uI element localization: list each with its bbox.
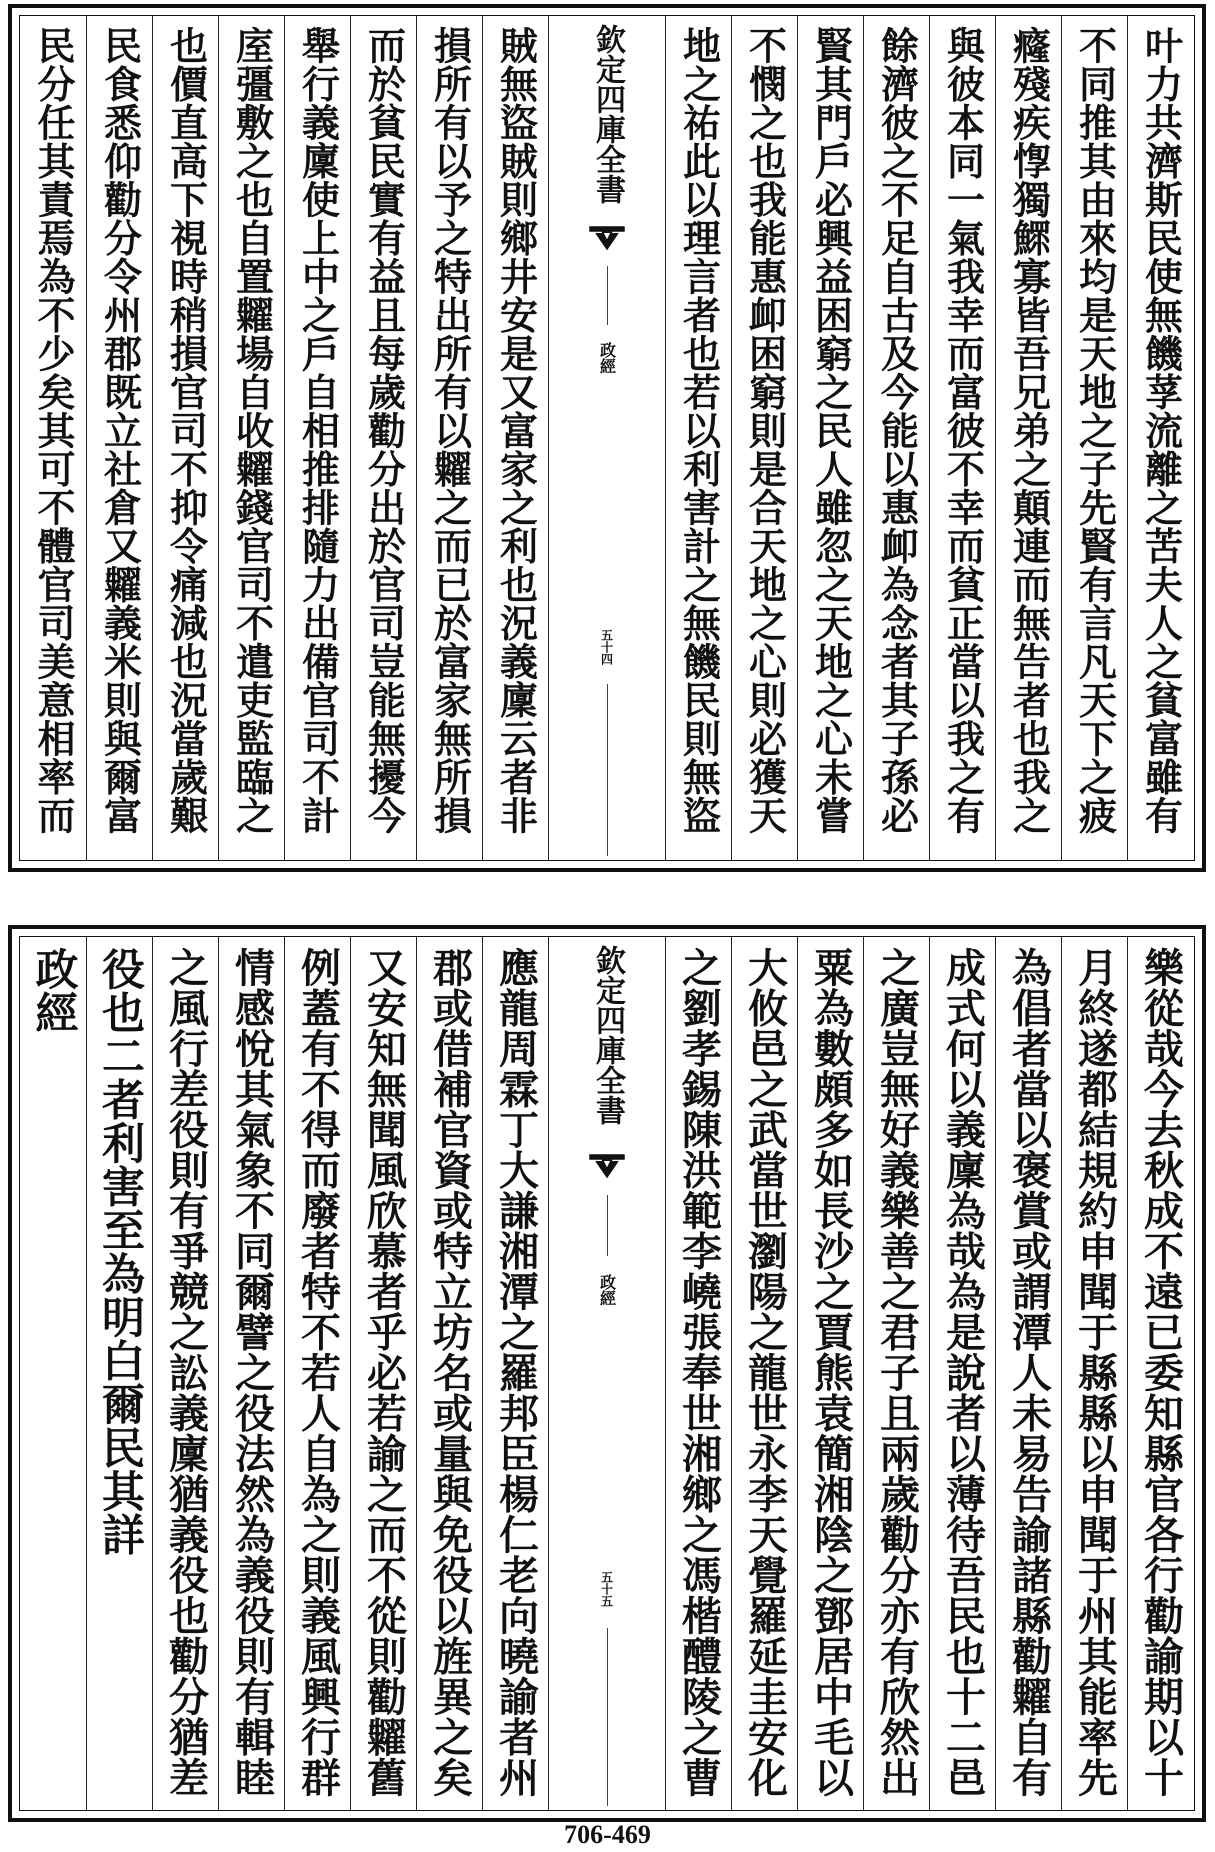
text-column-right-1	[1127, 937, 1193, 1810]
bottom-page-frame	[19, 936, 1195, 1811]
text-column-right-4	[929, 937, 995, 1810]
column-text: 民食悉仰勸分令州郡既立社倉又糶義米則與爾富	[97, 26, 143, 835]
column-text: 不憫之也我能惠卹困窮則是合天地之心則必獲天	[742, 26, 788, 835]
text-column-right-8	[665, 16, 731, 860]
column-text: 叶力共濟斯民使無饑莩流離之苦夫人之貧富雖有	[1138, 26, 1184, 835]
column-text: 為倡者當以褒賞或謂潭人未易告諭諸縣勸糶自有	[1005, 947, 1053, 1798]
text-column-right-8	[665, 937, 731, 1810]
column-text: 粟為數頗多如長沙之賈熊袁簡湘陰之鄧居中毛以	[807, 947, 855, 1798]
column-text: 政經	[28, 947, 79, 1034]
column-text: 賊無盜賊則鄉井安是又富家之利也況義廩云者非	[493, 26, 539, 835]
text-column-right-2	[1061, 16, 1127, 860]
book-title: 欽定四庫全書	[590, 24, 625, 204]
text-column-right-7	[731, 937, 797, 1810]
section-label: 政經	[597, 341, 617, 374]
column-text: 應龍周霖丁大謙湘潭之羅邦臣楊仁老向曉諭者州	[492, 947, 540, 1798]
column-text: 民分任其責焉為不少矣其可不體官司美意相率而	[31, 26, 76, 835]
center-fold-column	[548, 937, 665, 1810]
text-column-left-7	[86, 937, 152, 1810]
text-column-right-5	[863, 16, 929, 860]
text-column-left-8	[20, 937, 86, 1810]
text-column-left-2	[416, 937, 482, 1810]
column-text: 成式何以義廩為哉為是說者以薄待吾民也十二邑	[939, 947, 987, 1798]
column-text: 樂從哉今去秋成不遠已委知縣官各行勸諭期以十	[1137, 947, 1185, 1798]
column-text: 又安知無聞風欣慕者乎必若諭之而不從則勸糶舊	[360, 947, 408, 1798]
column-text: 役也二者利害至為明白爾民其詳	[95, 947, 145, 1556]
column-text: 大攸邑之武當世瀏陽之龍世永李天覺羅延圭安化	[741, 947, 789, 1798]
text-column-left-4	[284, 16, 350, 860]
column-text: 與彼本同一氣我幸而富彼不幸而貧正當以我之有	[940, 26, 986, 835]
column-text: 庢彊敷之也自置糶場自收糶錢官司不遣吏監臨之	[229, 26, 275, 835]
text-column-left-2	[416, 16, 482, 860]
text-column-left-1	[482, 937, 548, 1810]
column-text: 賢其門戶必興益困窮之民人雖忽之天地之心未嘗	[808, 26, 854, 835]
text-column-right-3	[995, 937, 1061, 1810]
center-fold-column	[548, 16, 665, 860]
column-text: 不同推其由來均是天地之子先賢有言凡天下之疲	[1072, 26, 1118, 835]
page-number: 五十四	[599, 629, 614, 666]
section-label: 政經	[597, 1273, 617, 1306]
text-column-left-6	[152, 937, 218, 1810]
book-title: 欽定四庫全書	[590, 945, 625, 1125]
text-column-right-6	[797, 937, 863, 1810]
text-column-left-3	[350, 937, 416, 1810]
fold-line	[607, 1195, 608, 1256]
column-text: 之風行差役則有爭競之訟義廩猶義役也勸分猶差	[162, 947, 210, 1798]
text-column-right-1	[1127, 16, 1193, 860]
fold-line	[607, 266, 608, 325]
column-text: 癃殘疾惸獨鰥寡皆吾兄弟之顛連而無告者也我之	[1006, 26, 1052, 835]
column-text: 舉行義廩使上中之戶自相推排隨力出備官司不計	[295, 26, 341, 835]
column-text: 郡或借補官資或特立坊名或量與免役以旌異之矣	[426, 947, 474, 1798]
page-number: 五十五	[599, 1571, 614, 1608]
page-footer-number: 706-469	[564, 1820, 651, 1849]
column-text: 地之祐此以理言者也若以利害計之無饑民則無盜	[676, 26, 722, 835]
text-column-right-4	[929, 16, 995, 860]
text-column-left-5	[218, 16, 284, 860]
fold-line	[607, 684, 608, 856]
text-column-right-7	[731, 16, 797, 860]
column-text: 情感悅其氣象不同爾譬之役法然為義役則有輯睦	[228, 947, 276, 1798]
column-text: 之廣豈無好義樂善之君子且兩歲勸分亦有欣然出	[873, 947, 921, 1798]
column-text: 例蓋有不得而廢者特不若人自為之則義風興行群	[294, 947, 342, 1798]
text-column-left-3	[350, 16, 416, 860]
text-column-right-6	[797, 16, 863, 860]
text-column-left-6	[152, 16, 218, 860]
text-column-right-5	[863, 937, 929, 1810]
fishtail-ornament-icon	[588, 223, 626, 253]
column-text: 之劉孝錫陳洪範李嶢張奉世湘鄉之馮楷醴陵之曹	[675, 947, 723, 1798]
top-page	[8, 4, 1206, 872]
text-column-left-7	[86, 16, 152, 860]
top-page-frame	[19, 15, 1195, 861]
text-column-right-2	[1061, 937, 1127, 1810]
text-column-left-8	[20, 16, 86, 860]
column-text: 餘濟彼之不足自古及今能以惠卹為念者其子孫必	[874, 26, 920, 835]
text-column-left-1	[482, 16, 548, 860]
fishtail-ornament-icon	[588, 1151, 626, 1181]
column-text: 損所有以予之特出所有以糶之而已於富家無所損	[427, 26, 473, 835]
text-column-right-3	[995, 16, 1061, 860]
column-text: 也價直高下視時稍損官司不抑令痛減也況當歲艱	[163, 26, 209, 835]
bottom-page	[8, 925, 1206, 1822]
column-text: 月終遂都結規約申聞于縣縣以申聞于州其能率先	[1071, 947, 1119, 1798]
text-column-left-4	[284, 937, 350, 1810]
fold-line	[607, 1628, 608, 1806]
text-column-left-5	[218, 937, 284, 1810]
column-text: 而於貧民實有益且每歲勸分出於官司豈能無擾今	[361, 26, 407, 835]
